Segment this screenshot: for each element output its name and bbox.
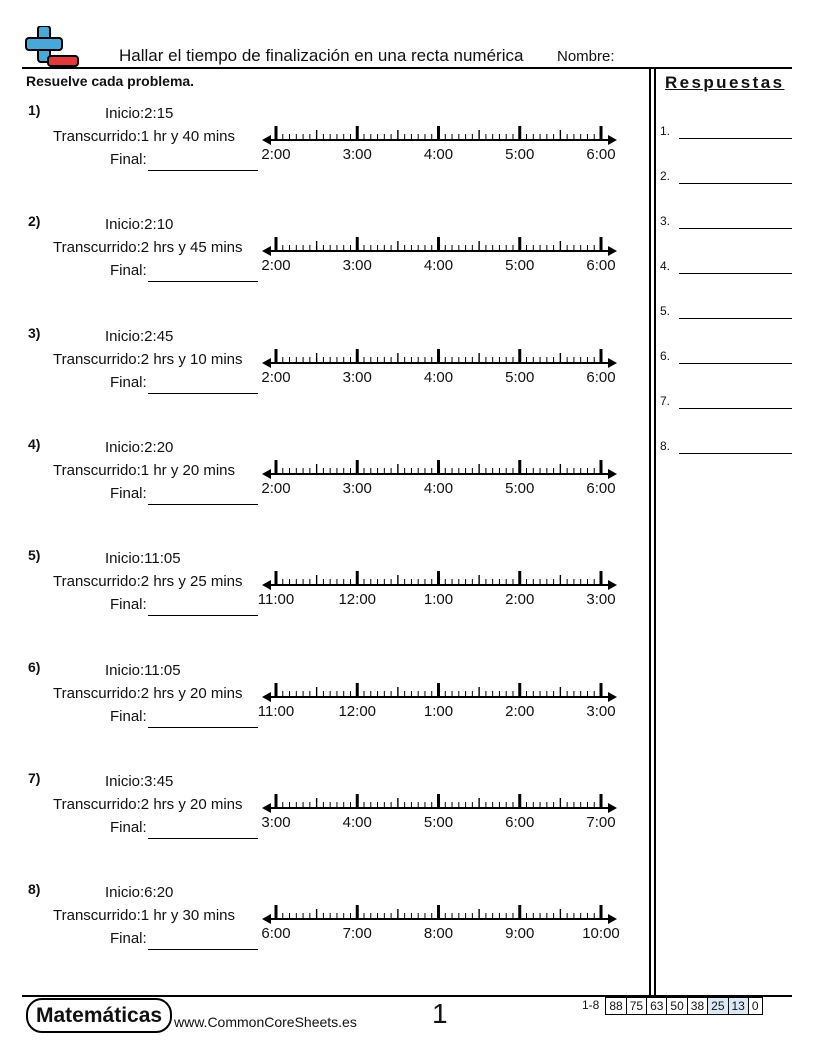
problem	[0, 325, 645, 425]
problem-number: 2)	[28, 213, 41, 230]
page-number: 1	[432, 998, 448, 1029]
problem	[0, 547, 645, 647]
header-divider	[22, 67, 792, 69]
right-arrow-icon	[608, 803, 617, 813]
right-arrow-icon	[608, 580, 617, 590]
start-time: Inicio:2:20	[105, 438, 174, 456]
tick-label: 6:00	[586, 368, 616, 386]
elapsed-time: Transcurrido:2 hrs y 45 mins	[53, 239, 243, 257]
left-arrow-icon	[262, 914, 271, 924]
answer-blank-line[interactable]	[679, 273, 792, 274]
left-arrow-icon	[262, 469, 271, 479]
tick-label: 3:00	[342, 479, 372, 497]
problem	[0, 436, 645, 536]
final-label: Final:	[110, 262, 147, 280]
name-label: Nombre:	[557, 48, 615, 65]
tick-label: 3:00	[342, 368, 372, 386]
answer-blank-line[interactable]	[679, 183, 792, 184]
tick-label: 4:00	[423, 146, 454, 163]
score-cell: 75	[627, 997, 647, 1015]
answer-blank-line[interactable]	[679, 228, 792, 229]
tick-label: 6:00	[586, 479, 616, 497]
right-arrow-icon	[608, 692, 617, 702]
tick-label: 3:00	[261, 813, 291, 831]
tick-label: 4:00	[423, 479, 454, 497]
answer-column-divider-2	[654, 67, 656, 998]
problem-number: 4)	[28, 435, 41, 452]
tick-label: 6:00	[586, 146, 616, 163]
tick-label: 7:00	[586, 813, 616, 831]
right-arrow-icon	[608, 246, 617, 256]
brand-badge: Matemáticas	[26, 998, 172, 1033]
final-label: Final:	[110, 930, 147, 948]
tick-label: 11:00	[257, 591, 295, 609]
final-label: Final:	[110, 151, 147, 168]
score-range: 1-8	[582, 998, 600, 1012]
answer-row	[660, 124, 792, 138]
left-arrow-icon	[262, 692, 271, 702]
tick-label: 6:00	[586, 257, 616, 275]
final-answer-line[interactable]	[148, 393, 258, 394]
right-arrow-icon	[608, 469, 617, 479]
tick-label: 4:00	[423, 257, 454, 275]
problem	[0, 102, 645, 202]
right-arrow-icon	[608, 358, 617, 368]
answer-number: 6.	[660, 349, 671, 363]
final-answer-line[interactable]	[148, 615, 258, 616]
final-label: Final:	[110, 596, 147, 614]
logo-plus-minus-icon	[24, 26, 80, 68]
problem-number: 3)	[28, 324, 41, 341]
elapsed-time: Transcurrido:2 hrs y 20 mins	[53, 684, 243, 702]
tick-label: 2:00	[261, 146, 291, 163]
final-answer-line[interactable]	[148, 281, 258, 282]
left-arrow-icon	[262, 135, 271, 145]
score-cell: 13	[729, 997, 749, 1015]
tick-label: 12:00	[338, 702, 377, 720]
problem-number: 6)	[28, 658, 41, 675]
answer-row	[660, 214, 792, 228]
answer-blank-line[interactable]	[679, 363, 792, 364]
score-cell: 88	[605, 997, 626, 1015]
answer-row	[660, 259, 792, 273]
answers-title: Respuestas	[665, 73, 785, 92]
footer-url: www.CommonCoreSheets.es	[174, 1014, 357, 1030]
answer-number: 4.	[660, 259, 671, 273]
answer-number: 8.	[660, 439, 671, 453]
final-label: Final:	[110, 484, 147, 502]
final-label: Final:	[110, 373, 147, 391]
start-time: Inicio:2:45	[105, 327, 174, 345]
tick-label: 12:00	[338, 591, 377, 609]
tick-label: 5:00	[505, 257, 535, 275]
answer-row	[660, 304, 792, 318]
left-arrow-icon	[262, 358, 271, 368]
start-time: Inicio:3:45	[105, 772, 174, 790]
score-cell: 0	[749, 997, 763, 1015]
final-answer-line[interactable]	[148, 504, 258, 505]
start-time: Inicio:11:05	[105, 550, 181, 568]
tick-label: 3:00	[586, 702, 616, 720]
tick-label: 5:00	[423, 813, 454, 831]
problem-number: 8)	[28, 881, 41, 898]
tick-label: 2:00	[505, 591, 535, 609]
tick-label: 2:00	[261, 257, 291, 275]
left-arrow-icon	[262, 246, 271, 256]
tick-label: 2:00	[261, 479, 291, 497]
tick-label: 2:00	[261, 368, 291, 386]
score-cell: 63	[647, 997, 667, 1015]
left-arrow-icon	[262, 803, 271, 813]
problem-number: 1)	[28, 102, 41, 118]
left-arrow-icon	[262, 580, 271, 590]
tick-label: 2:00	[505, 702, 535, 720]
instructions: Resuelve cada problema.	[26, 73, 195, 89]
page-title: Hallar el tiempo de finalización en una recta numérica	[119, 46, 524, 65]
final-answer-line[interactable]	[148, 727, 258, 728]
answer-blank-line[interactable]	[679, 318, 792, 319]
tick-label: 3:00	[342, 146, 372, 163]
tick-label: 9:00	[505, 925, 535, 943]
elapsed-time: Transcurrido:2 hrs y 10 mins	[53, 350, 243, 368]
answer-row	[660, 169, 792, 183]
final-answer-line[interactable]	[148, 170, 258, 171]
tick-label: 5:00	[505, 479, 535, 497]
answer-row	[660, 394, 792, 408]
elapsed-time: Transcurrido:1 hr y 20 mins	[53, 461, 236, 479]
problem	[0, 213, 645, 313]
score-cell: 25	[708, 997, 728, 1015]
answer-number: 3.	[660, 214, 671, 228]
score-cell: 50	[667, 997, 687, 1015]
score-cell: 38	[688, 997, 708, 1015]
answer-row	[660, 349, 792, 363]
tick-label: 4:00	[423, 368, 454, 386]
final-answer-line[interactable]	[148, 949, 258, 950]
answer-blank-line[interactable]	[679, 138, 792, 139]
start-time: Inicio:2:15	[105, 105, 174, 122]
answer-blank-line[interactable]	[679, 408, 792, 409]
tick-label: 3:00	[586, 591, 616, 609]
elapsed-time: Transcurrido:1 hr y 40 mins	[53, 128, 236, 145]
elapsed-time: Transcurrido:1 hr y 30 mins	[53, 907, 236, 925]
problem	[0, 659, 645, 759]
elapsed-time: Transcurrido:2 hrs y 25 mins	[53, 573, 243, 591]
tick-label: 5:00	[505, 146, 535, 163]
score-table	[579, 997, 763, 1015]
start-time: Inicio:11:05	[105, 661, 181, 679]
tick-label: 6:00	[261, 925, 291, 943]
right-arrow-icon	[608, 135, 617, 145]
problem	[0, 770, 645, 870]
tick-label: 8:00	[423, 925, 454, 943]
answer-row	[660, 439, 792, 453]
tick-label: 1:00	[423, 591, 454, 609]
answer-number: 5.	[660, 304, 671, 318]
answer-number: 7.	[660, 394, 671, 408]
tick-label: 11:00	[257, 702, 295, 720]
tick-label: 5:00	[505, 368, 535, 386]
start-time: Inicio:6:20	[105, 884, 174, 902]
right-arrow-icon	[608, 914, 617, 924]
answer-number: 1.	[660, 124, 671, 138]
tick-label: 7:00	[342, 925, 372, 943]
tick-label: 4:00	[342, 813, 372, 831]
problem	[0, 881, 645, 981]
tick-label: 10:00	[582, 925, 620, 943]
elapsed-time: Transcurrido:2 hrs y 20 mins	[53, 795, 243, 813]
answer-number: 2.	[660, 169, 671, 183]
start-time: Inicio:2:10	[105, 216, 174, 234]
problem-number: 7)	[28, 769, 41, 786]
final-label: Final:	[110, 707, 147, 725]
final-label: Final:	[110, 818, 147, 836]
answer-blank-line[interactable]	[679, 453, 792, 454]
tick-label: 1:00	[423, 702, 454, 720]
problem-number: 5)	[28, 547, 41, 564]
answer-column-divider	[649, 67, 651, 998]
tick-label: 6:00	[505, 813, 535, 831]
final-answer-line[interactable]	[148, 838, 258, 839]
tick-label: 3:00	[342, 257, 372, 275]
